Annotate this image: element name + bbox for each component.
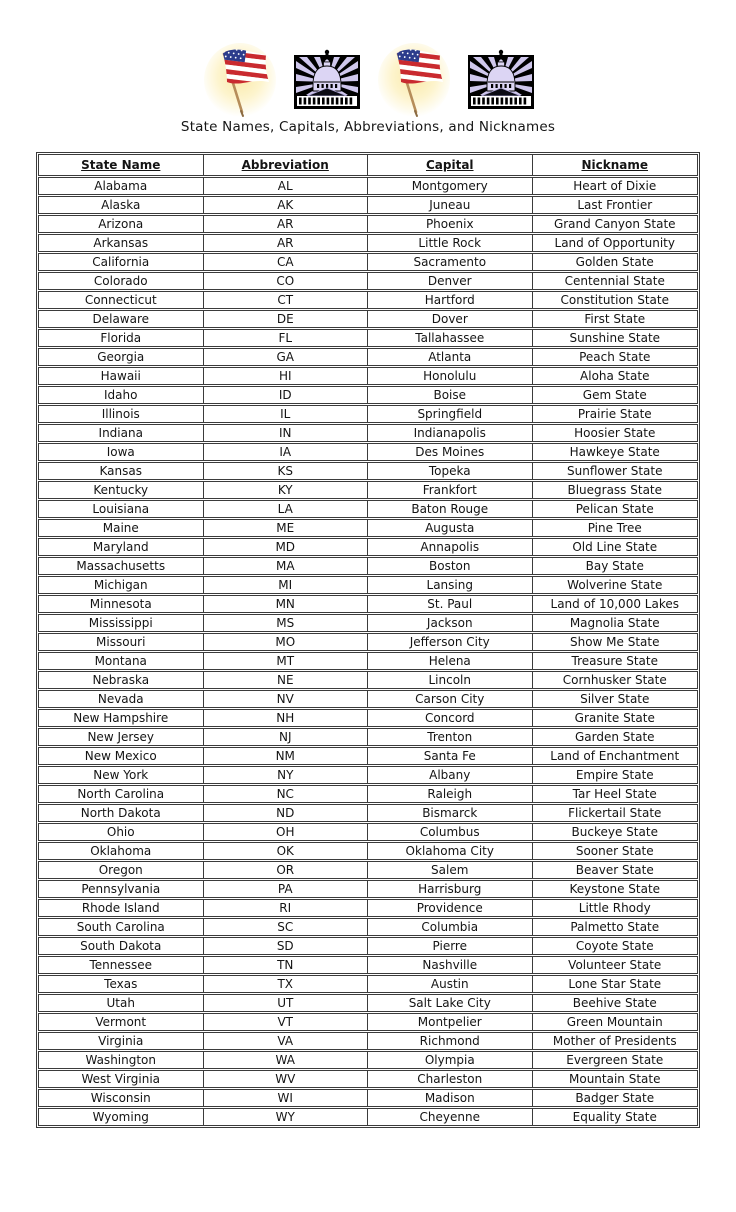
cell-capital: Tallahassee: [368, 330, 533, 346]
cell-capital: Frankfort: [368, 482, 533, 498]
cell-nickname: Beehive State: [572, 996, 657, 1010]
cell-state-name: New Hampshire: [39, 710, 204, 726]
cell-abbreviation: NE: [204, 672, 369, 688]
cell-state-name: Maryland: [39, 539, 204, 555]
cell-nickname: Hawkeye State: [569, 445, 660, 459]
cell-capital: Baton Rouge: [368, 501, 533, 517]
cell-nickname: Last Frontier: [577, 198, 653, 212]
cell-state-name: Alaska: [39, 197, 204, 213]
table-row: [38, 785, 698, 803]
cell-state-name: Iowa: [39, 444, 204, 460]
cell-state-name: Georgia: [39, 349, 204, 365]
cell-nickname: Mountain State: [569, 1072, 661, 1086]
table-row: [38, 823, 698, 841]
column-header-capital: Capital: [368, 155, 533, 175]
table-row: [38, 766, 698, 784]
cell-capital: Boise: [368, 387, 533, 403]
cell-nickname: Badger State: [575, 1091, 655, 1105]
cell-state-name: Nebraska: [39, 672, 204, 688]
cell-state-name: West Virginia: [39, 1071, 204, 1087]
cell-nickname: Volunteer State: [568, 958, 662, 972]
cell-nickname: Magnolia State: [569, 616, 660, 630]
cell-capital: St. Paul: [368, 596, 533, 612]
column-header-abbreviation: Abbreviation: [204, 155, 369, 175]
cell-nickname: Pine Tree: [587, 521, 642, 535]
cell-state-name: Wyoming: [39, 1109, 204, 1125]
cell-abbreviation: DE: [204, 311, 369, 327]
table-row: [38, 842, 698, 860]
cell-nickname: Coyote State: [575, 939, 654, 953]
cell-capital: Augusta: [368, 520, 533, 536]
cell-abbreviation: WV: [204, 1071, 369, 1087]
cell-abbreviation: TX: [204, 976, 369, 992]
table-row: [38, 538, 698, 556]
table-row: [38, 880, 698, 898]
cell-capital: Montgomery: [368, 178, 533, 194]
table-row: [38, 462, 698, 480]
table-row: [38, 367, 698, 385]
table-row: [38, 253, 698, 271]
cell-abbreviation: OH: [204, 824, 369, 840]
cell-capital: Annapolis: [368, 539, 533, 555]
cell-capital: Columbia: [368, 919, 533, 935]
cell-capital: Boston: [368, 558, 533, 574]
cell-state-name: Rhode Island: [39, 900, 204, 916]
cell-abbreviation: NH: [204, 710, 369, 726]
table-row: [38, 690, 698, 708]
cell-abbreviation: IL: [204, 406, 369, 422]
cell-abbreviation: MA: [204, 558, 369, 574]
cell-state-name: Montana: [39, 653, 204, 669]
cell-capital: Lansing: [368, 577, 533, 593]
table-row: [38, 1089, 698, 1107]
cell-state-name: North Dakota: [39, 805, 204, 821]
cell-abbreviation: MD: [204, 539, 369, 555]
table-row: [38, 196, 698, 214]
cell-abbreviation: WY: [204, 1109, 369, 1125]
cell-state-name: Louisiana: [39, 501, 204, 517]
table-body: [38, 177, 698, 1126]
cell-capital: Juneau: [368, 197, 533, 213]
cell-nickname: Heart of Dixie: [573, 179, 657, 193]
table-row: [38, 728, 698, 746]
cell-abbreviation: CA: [204, 254, 369, 270]
cell-capital: Raleigh: [368, 786, 533, 802]
cell-abbreviation: NC: [204, 786, 369, 802]
cell-capital: Springfield: [368, 406, 533, 422]
cell-capital: Columbus: [368, 824, 533, 840]
cell-nickname: Gem State: [582, 388, 647, 402]
cell-abbreviation: AL: [204, 178, 369, 194]
table-row: [38, 899, 698, 917]
cell-capital: Helena: [368, 653, 533, 669]
cell-nickname: Lone Star State: [568, 977, 662, 991]
cell-state-name: North Carolina: [39, 786, 204, 802]
table-row: [38, 557, 698, 575]
table-row: [38, 918, 698, 936]
cell-state-name: Wisconsin: [39, 1090, 204, 1106]
cell-abbreviation: PA: [204, 881, 369, 897]
cell-nickname: Tar Heel State: [572, 787, 657, 801]
cell-nickname: Sooner State: [575, 844, 654, 858]
cell-capital: Providence: [368, 900, 533, 916]
cell-state-name: New Jersey: [39, 729, 204, 745]
cell-state-name: Indiana: [39, 425, 204, 441]
cell-state-name: Idaho: [39, 387, 204, 403]
table-row: [38, 956, 698, 974]
cell-abbreviation: NY: [204, 767, 369, 783]
cell-state-name: Maine: [39, 520, 204, 536]
cell-abbreviation: AK: [204, 197, 369, 213]
table-row: [38, 519, 698, 537]
cell-capital: Richmond: [368, 1033, 533, 1049]
cell-abbreviation: ME: [204, 520, 369, 536]
cell-capital: Albany: [368, 767, 533, 783]
cell-nickname: Bluegrass State: [567, 483, 663, 497]
cell-capital: Austin: [368, 976, 533, 992]
cell-capital: Harrisburg: [368, 881, 533, 897]
cell-state-name: Colorado: [39, 273, 204, 289]
cell-capital: Trenton: [368, 729, 533, 745]
table-row: [38, 576, 698, 594]
state-table: [36, 152, 700, 1128]
table-row: [38, 177, 698, 195]
table-header-row: [38, 154, 698, 176]
cell-abbreviation: SD: [204, 938, 369, 954]
cell-capital: Phoenix: [368, 216, 533, 232]
us-flag-icon: [376, 42, 452, 120]
table-row: [38, 804, 698, 822]
cell-state-name: New York: [39, 767, 204, 783]
cell-nickname: Show Me State: [569, 635, 660, 649]
cell-nickname: Buckeye State: [571, 825, 658, 839]
cell-abbreviation: MN: [204, 596, 369, 612]
cell-capital: Concord: [368, 710, 533, 726]
table-row: [38, 614, 698, 632]
cell-nickname: Garden State: [574, 730, 655, 744]
cell-state-name: Michigan: [39, 577, 204, 593]
cell-state-name: Utah: [39, 995, 204, 1011]
header-images: [0, 42, 736, 120]
cell-nickname: Silver State: [580, 692, 650, 706]
table-row: [38, 215, 698, 233]
cell-abbreviation: OK: [204, 843, 369, 859]
cell-abbreviation: SC: [204, 919, 369, 935]
table-row: [38, 329, 698, 347]
cell-capital: Nashville: [368, 957, 533, 973]
cell-nickname: Mother of Presidents: [552, 1034, 677, 1048]
cell-state-name: Massachusetts: [39, 558, 204, 574]
cell-capital: Montpelier: [368, 1014, 533, 1030]
cell-capital: Jackson: [368, 615, 533, 631]
cell-nickname: Treasure State: [571, 654, 658, 668]
table-row: [38, 1108, 698, 1126]
table-row: [38, 671, 698, 689]
cell-nickname: Hoosier State: [574, 426, 656, 440]
cell-state-name: Pennsylvania: [39, 881, 204, 897]
cell-nickname: Pelican State: [575, 502, 654, 516]
cell-abbreviation: MI: [204, 577, 369, 593]
cell-state-name: Minnesota: [39, 596, 204, 612]
table-row: [38, 652, 698, 670]
cell-nickname: Land of 10,000 Lakes: [550, 597, 679, 611]
cell-capital: Santa Fe: [368, 748, 533, 764]
cell-nickname: Bay State: [585, 559, 644, 573]
cell-state-name: Arkansas: [39, 235, 204, 251]
capitol-icon: [468, 49, 534, 113]
cell-abbreviation: KY: [204, 482, 369, 498]
cell-nickname: Prairie State: [577, 407, 652, 421]
cell-abbreviation: RI: [204, 900, 369, 916]
cell-state-name: Delaware: [39, 311, 204, 327]
cell-abbreviation: MS: [204, 615, 369, 631]
cell-nickname: Beaver State: [575, 863, 654, 877]
table-row: [38, 1070, 698, 1088]
cell-nickname: Sunflower State: [567, 464, 663, 478]
cell-state-name: Oregon: [39, 862, 204, 878]
table-row: [38, 443, 698, 461]
table-row: [38, 994, 698, 1012]
cell-nickname: Little Rhody: [578, 901, 651, 915]
table-row: [38, 500, 698, 518]
cell-state-name: Kansas: [39, 463, 204, 479]
cell-abbreviation: IA: [204, 444, 369, 460]
cell-capital: Olympia: [368, 1052, 533, 1068]
cell-abbreviation: MT: [204, 653, 369, 669]
cell-state-name: California: [39, 254, 204, 270]
table-row: [38, 405, 698, 423]
cell-abbreviation: KS: [204, 463, 369, 479]
table-row: [38, 595, 698, 613]
cell-state-name: South Carolina: [39, 919, 204, 935]
cell-nickname: Golden State: [575, 255, 654, 269]
table-row: [38, 1051, 698, 1069]
cell-capital: Carson City: [368, 691, 533, 707]
cell-capital: Jefferson City: [368, 634, 533, 650]
cell-state-name: Oklahoma: [39, 843, 204, 859]
cell-state-name: Arizona: [39, 216, 204, 232]
cell-nickname: Flickertail State: [568, 806, 662, 820]
cell-capital: Madison: [368, 1090, 533, 1106]
cell-state-name: Kentucky: [39, 482, 204, 498]
cell-state-name: Connecticut: [39, 292, 204, 308]
cell-capital: Little Rock: [368, 235, 533, 251]
cell-state-name: Missouri: [39, 634, 204, 650]
table-row: [38, 424, 698, 442]
table-row: [38, 975, 698, 993]
cell-state-name: Florida: [39, 330, 204, 346]
cell-nickname: Palmetto State: [570, 920, 660, 934]
table-row: [38, 861, 698, 879]
cell-state-name: Nevada: [39, 691, 204, 707]
cell-capital: Charleston: [368, 1071, 533, 1087]
cell-capital: Lincoln: [368, 672, 533, 688]
table-row: [38, 1032, 698, 1050]
cell-nickname: Sunshine State: [569, 331, 661, 345]
cell-abbreviation: ND: [204, 805, 369, 821]
table-row: [38, 234, 698, 252]
cell-capital: Pierre: [368, 938, 533, 954]
cell-capital: Indianapolis: [368, 425, 533, 441]
cell-capital: Des Moines: [368, 444, 533, 460]
cell-abbreviation: VA: [204, 1033, 369, 1049]
cell-capital: Dover: [368, 311, 533, 327]
cell-nickname: Constitution State: [560, 293, 669, 307]
cell-capital: Hartford: [368, 292, 533, 308]
cell-abbreviation: NM: [204, 748, 369, 764]
cell-capital: Oklahoma City: [368, 843, 533, 859]
table-row: [38, 272, 698, 290]
cell-capital: Sacramento: [368, 254, 533, 270]
cell-abbreviation: WA: [204, 1052, 369, 1068]
capitol-icon: [294, 49, 360, 113]
table-row: [38, 1013, 698, 1031]
cell-abbreviation: HI: [204, 368, 369, 384]
cell-capital: Cheyenne: [368, 1109, 533, 1125]
cell-abbreviation: NV: [204, 691, 369, 707]
cell-nickname: Old Line State: [572, 540, 658, 554]
cell-abbreviation: UT: [204, 995, 369, 1011]
cell-capital: Topeka: [368, 463, 533, 479]
cell-nickname: Empire State: [575, 768, 654, 782]
cell-state-name: Virginia: [39, 1033, 204, 1049]
cell-nickname: Evergreen State: [566, 1053, 664, 1067]
table-row: [38, 937, 698, 955]
cell-state-name: Hawaii: [39, 368, 204, 384]
cell-state-name: Texas: [39, 976, 204, 992]
cell-abbreviation: OR: [204, 862, 369, 878]
cell-nickname: Wolverine State: [567, 578, 663, 592]
cell-nickname: Grand Canyon State: [553, 217, 676, 231]
page-title: State Names, Capitals, Abbreviations, and Nicknames: [180, 119, 556, 135]
cell-abbreviation: AR: [204, 235, 369, 251]
cell-nickname: Land of Enchantment: [550, 749, 680, 763]
cell-abbreviation: CT: [204, 292, 369, 308]
cell-nickname: Cornhusker State: [562, 673, 667, 687]
cell-state-name: Washington: [39, 1052, 204, 1068]
cell-state-name: Mississippi: [39, 615, 204, 631]
cell-state-name: Illinois: [39, 406, 204, 422]
table-row: [38, 348, 698, 366]
cell-capital: Honolulu: [368, 368, 533, 384]
cell-abbreviation: GA: [204, 349, 369, 365]
cell-abbreviation: FL: [204, 330, 369, 346]
table-row: [38, 633, 698, 651]
cell-abbreviation: VT: [204, 1014, 369, 1030]
cell-abbreviation: WI: [204, 1090, 369, 1106]
cell-abbreviation: MO: [204, 634, 369, 650]
cell-abbreviation: IN: [204, 425, 369, 441]
cell-abbreviation: AR: [204, 216, 369, 232]
table-row: [38, 481, 698, 499]
column-header-nickname: Nickname: [581, 158, 649, 172]
cell-nickname: Green Mountain: [566, 1015, 663, 1029]
cell-nickname: Land of Opportunity: [554, 236, 675, 250]
column-header-state-name: State Name: [39, 155, 204, 175]
table-row: [38, 386, 698, 404]
cell-nickname: Equality State: [572, 1110, 657, 1124]
cell-capital: Atlanta: [368, 349, 533, 365]
cell-abbreviation: ID: [204, 387, 369, 403]
cell-state-name: New Mexico: [39, 748, 204, 764]
cell-state-name: Ohio: [39, 824, 204, 840]
cell-capital: Denver: [368, 273, 533, 289]
cell-abbreviation: NJ: [204, 729, 369, 745]
table-row: [38, 291, 698, 309]
us-flag-icon: [202, 42, 278, 120]
cell-state-name: Tennessee: [39, 957, 204, 973]
table-row: [38, 747, 698, 765]
cell-abbreviation: CO: [204, 273, 369, 289]
cell-nickname: Keystone State: [569, 882, 661, 896]
cell-state-name: South Dakota: [39, 938, 204, 954]
cell-nickname: Peach State: [579, 350, 651, 364]
cell-nickname: Centennial State: [564, 274, 665, 288]
table-row: [38, 709, 698, 727]
cell-abbreviation: TN: [204, 957, 369, 973]
table-row: [38, 310, 698, 328]
cell-abbreviation: LA: [204, 501, 369, 517]
cell-capital: Bismarck: [368, 805, 533, 821]
cell-nickname: First State: [584, 312, 646, 326]
cell-state-name: Alabama: [39, 178, 204, 194]
cell-state-name: Vermont: [39, 1014, 204, 1030]
cell-capital: Salt Lake City: [368, 995, 533, 1011]
cell-nickname: Aloha State: [580, 369, 650, 383]
cell-nickname: Granite State: [574, 711, 655, 725]
cell-capital: Salem: [368, 862, 533, 878]
